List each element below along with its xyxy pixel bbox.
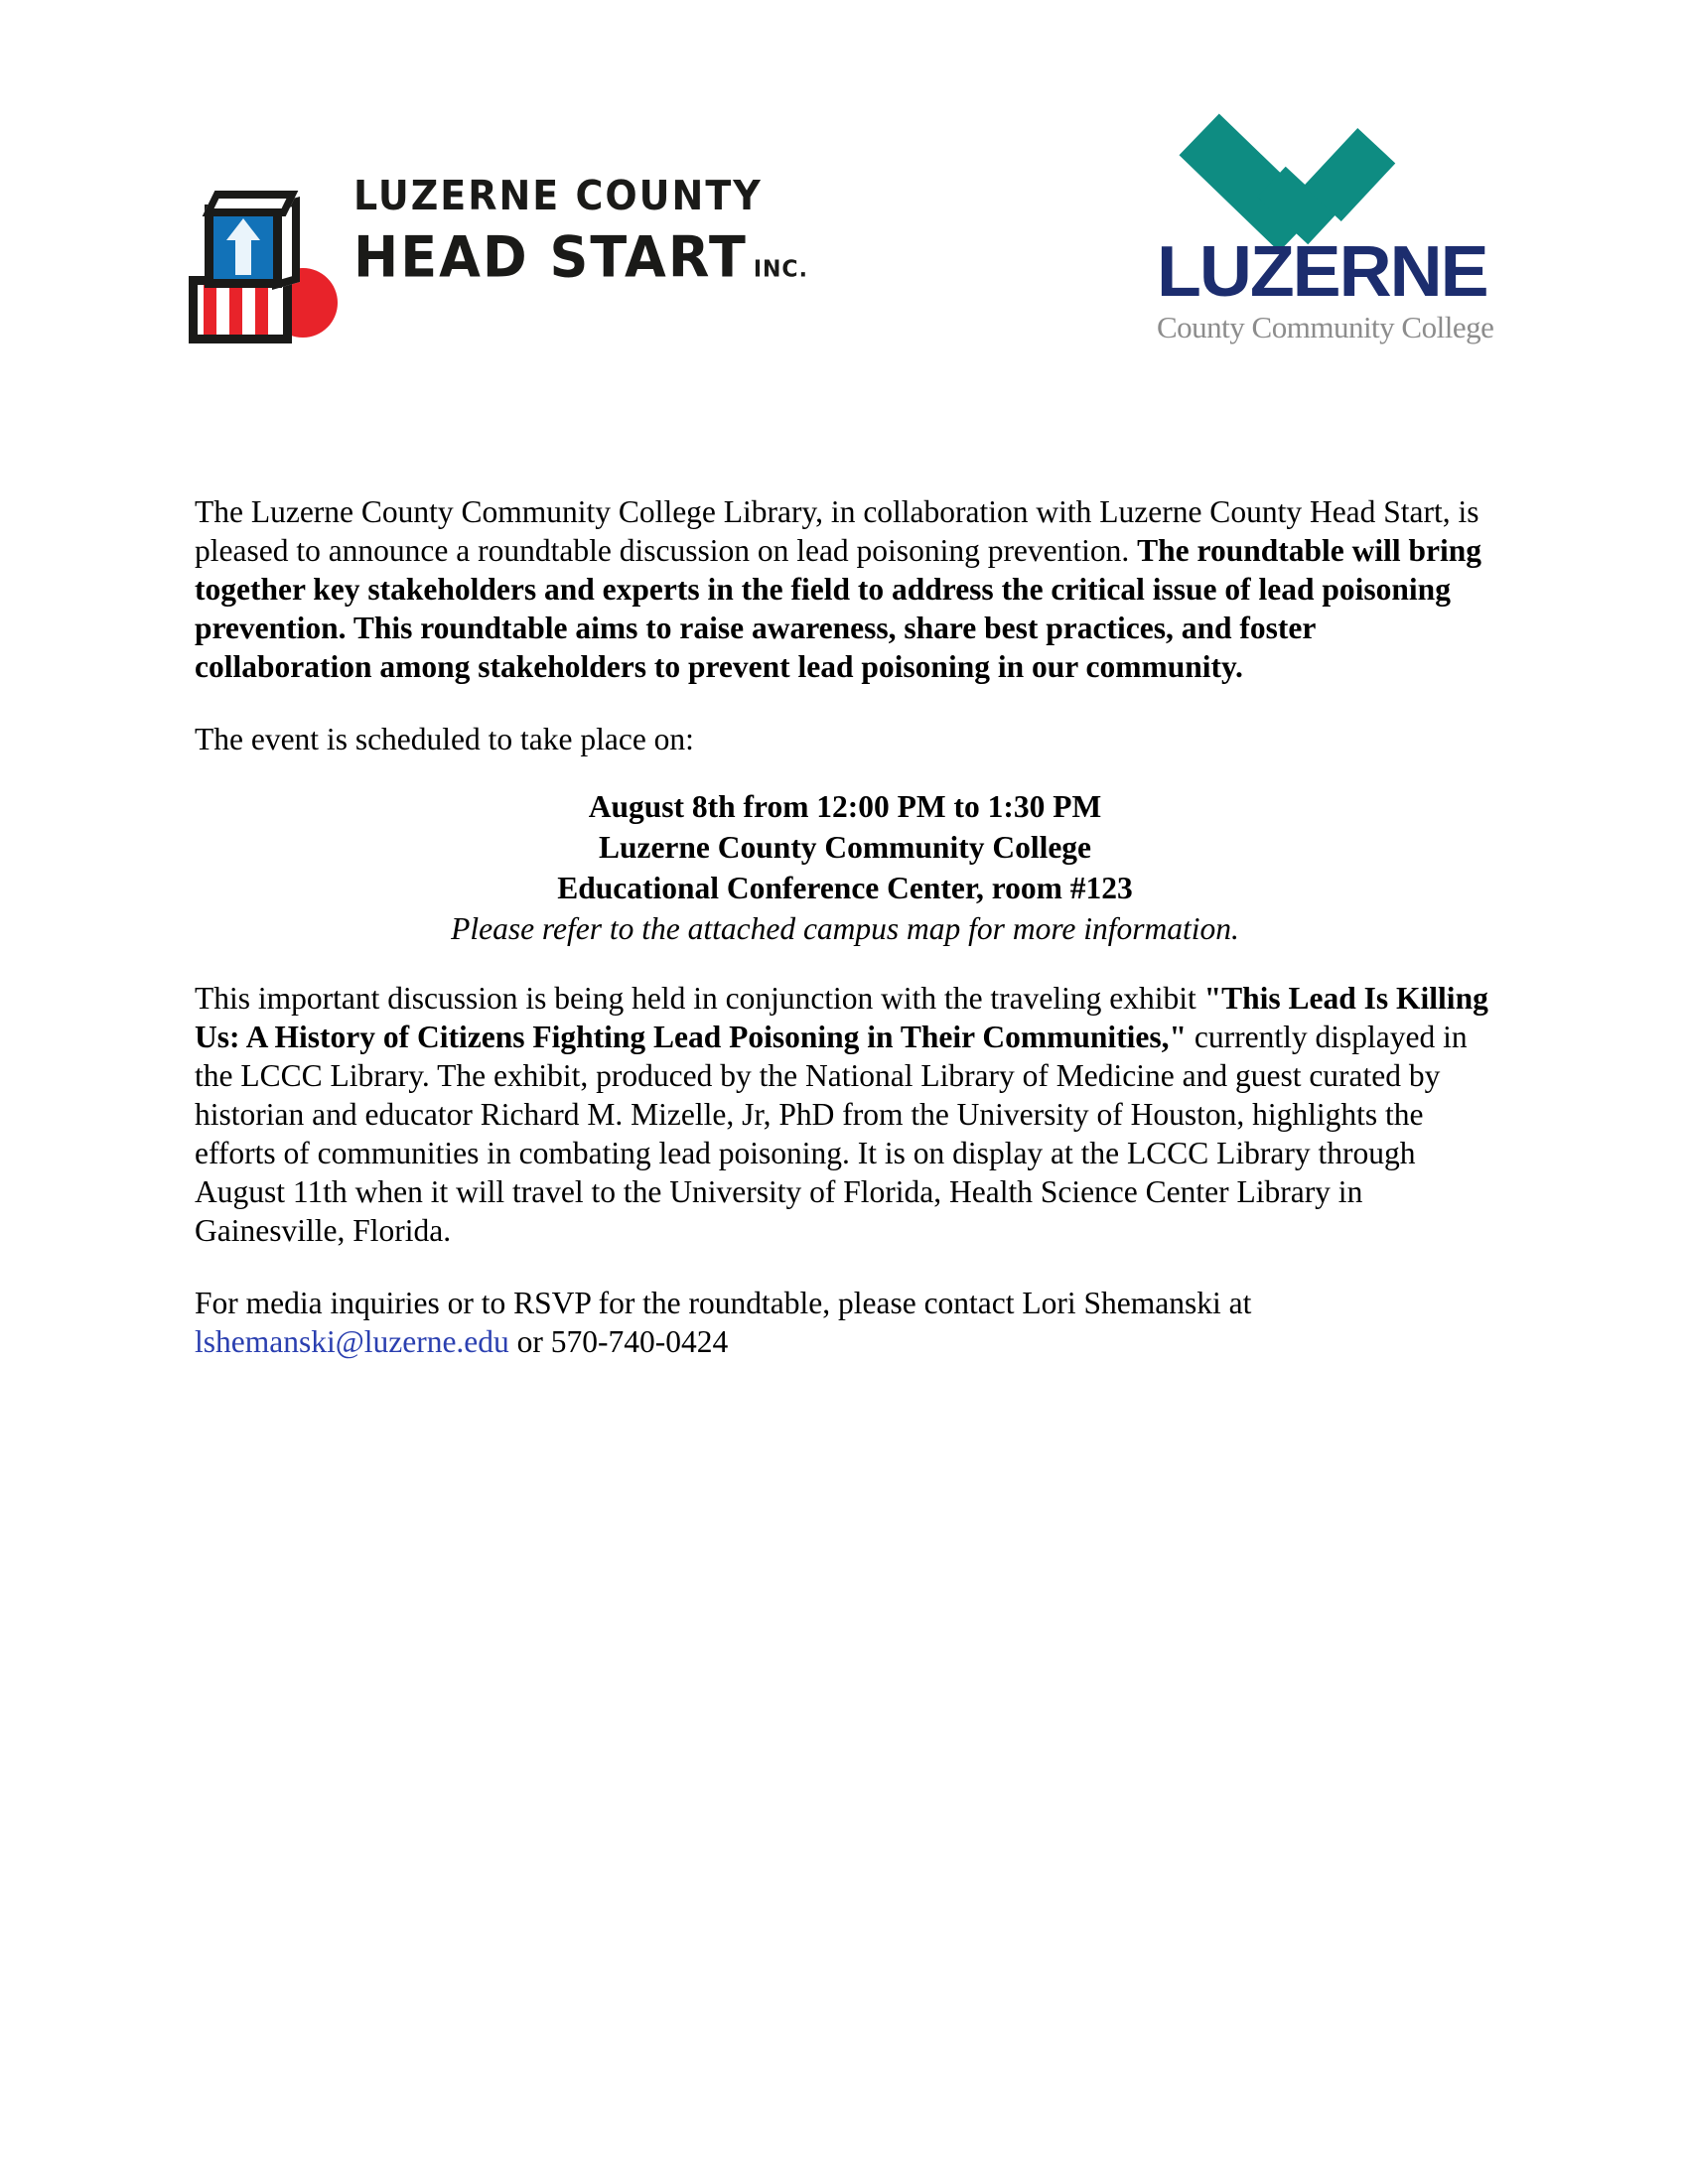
contact-email-link[interactable]: lshemanski@luzerne.edu xyxy=(195,1324,509,1359)
building-block-cube-icon xyxy=(205,191,302,288)
event-room: Educational Conference Center, room #123 xyxy=(557,871,1133,905)
schedule-lead-in: The event is scheduled to take place on: xyxy=(195,722,694,756)
head-start-mark-icon xyxy=(185,191,336,344)
logo-band xyxy=(0,107,1688,405)
lccc-checkmark-icon xyxy=(1196,107,1435,248)
event-venue: Luzerne County Community College xyxy=(598,830,1092,865)
up-arrow-stem xyxy=(235,239,251,275)
head-start-wordmark-line2 xyxy=(353,224,870,304)
lccc-wordmark xyxy=(1157,232,1494,345)
head-start-wordmark-inc: INC. xyxy=(753,256,808,283)
flag-stripe xyxy=(255,285,268,335)
flag-stripe xyxy=(204,285,216,335)
exhibit-paragraph xyxy=(195,979,1495,1250)
exhibit-plain-text-2: currently displayed in the LCCC Library. The exhibit, produced by the National Library of Medicine and guest curated by historian and educator Richard M. Mizelle, Jr, PhD from the University of Houston, highlights the efforts of communities in combating lead poisoning. It is on display at the LCCC Library through August 11th when it will travel to the University of Florida, Health Science Center Library in Gainesville, Florida. xyxy=(195,1020,1468,1248)
contact-plain-text-2: or xyxy=(508,1324,551,1359)
campus-map-note: Please refer to the attached campus map for more information. xyxy=(451,911,1239,946)
lccc-logo xyxy=(1157,107,1494,395)
intro-plain-text: The Luzerne County Community College Library, in collaboration with Luzerne County Head Start, is pleased to announce a roundtable discussion on lead poisoning prevention. xyxy=(195,494,1479,568)
event-datetime: August 8th from 12:00 PM to 1:30 PM xyxy=(588,789,1102,824)
intro-bold-text: The roundtable will bring together key stakeholders and experts in the field to address the critical issue of lead poisoning prevention. This roundtable aims to raise awareness, share best practices, and foster collaboration among stakeholders to prevent lead poisoning in our community. xyxy=(195,533,1482,684)
event-details-block xyxy=(195,786,1495,949)
intro-paragraph xyxy=(195,492,1495,686)
head-start-wordmark-line1: LUZERNE COUNTY xyxy=(353,172,763,219)
lccc-wordmark-luzerne: LUZERNE xyxy=(1157,232,1487,312)
lccc-wordmark-subtitle: County Community College xyxy=(1157,310,1494,344)
document-body xyxy=(195,492,1495,1395)
flag-stripe xyxy=(229,285,242,335)
contact-paragraph xyxy=(195,1284,1495,1361)
contact-phone: 570-740-0424 xyxy=(550,1324,729,1359)
up-arrow-head-icon xyxy=(226,218,260,240)
contact-plain-text-1: For media inquiries or to RSVP for the roundtable, please contact Lori Shemanski at xyxy=(195,1286,1252,1320)
exhibit-title: "This Lead Is Killing Us: A History of Citizens Fighting Lead Poisoning in Their Communities," xyxy=(195,981,1488,1054)
head-start-logo xyxy=(185,169,860,347)
cube-top-face xyxy=(203,191,299,216)
exhibit-plain-text-1: This important discussion is being held in conjunction with the traveling exhibit xyxy=(195,981,1204,1016)
head-start-wordmark-line2-text: HEAD START xyxy=(353,224,748,291)
head-start-wordmark xyxy=(353,169,870,300)
